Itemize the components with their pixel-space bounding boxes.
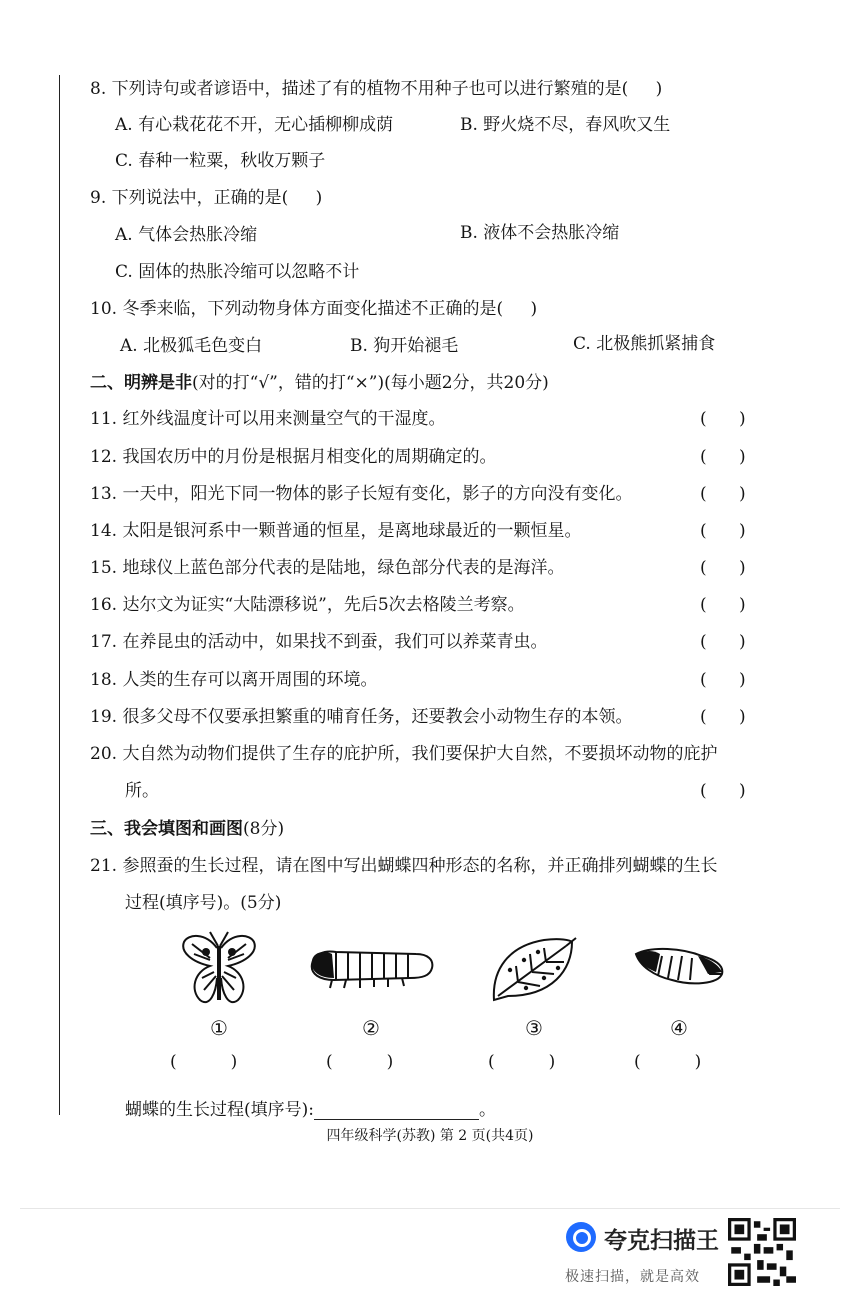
- judgement-18-bracket[interactable]: ( ): [700, 670, 746, 690]
- figure-4-number: ④: [670, 1016, 688, 1040]
- figure-1-number: ①: [210, 1016, 228, 1040]
- judgement-11: 11. 红外线温度计可以用来测量空气的干湿度。: [90, 409, 446, 429]
- judgement-12: 12. 我国农历中的月份是根据月相变化的周期确定的。: [90, 447, 497, 467]
- question-9-option-a: A. 气体会热胀冷缩: [115, 225, 258, 245]
- section-2-title: 二、明辨是非: [90, 373, 192, 393]
- section-3-heading: [90, 818, 284, 840]
- figure-2-answer-bracket[interactable]: ( ): [326, 1052, 394, 1072]
- question-9: [90, 187, 322, 209]
- question-8: [90, 78, 662, 100]
- judgement-14: 14. 太阳是银河系中一颗普通的恒星，是离地球最近的一颗恒星。: [90, 521, 582, 541]
- butterfly-icon: [180, 928, 258, 1012]
- process-end-mark: 。: [479, 1100, 496, 1120]
- question-9-stem: 9. 下列说法中，正确的是(: [90, 188, 289, 208]
- question-10-stem: 10. 冬季来临，下列动物身体方面变化描述不正确的是(: [90, 299, 504, 319]
- judgement-15-bracket[interactable]: ( ): [700, 558, 746, 578]
- figure-4-answer-bracket[interactable]: ( ): [634, 1052, 702, 1072]
- question-9-option-b: B. 液体不会热胀冷缩: [460, 223, 620, 243]
- judgement-19: 19. 很多父母不仅要承担繁重的哺育任务，还要教会小动物生存的本领。: [90, 707, 633, 727]
- judgement-15: 15. 地球仪上蓝色部分代表的是陆地，绿色部分代表的是海洋。: [90, 558, 565, 578]
- question-8-option-a: A. 有心栽花花不开，无心插柳柳成荫: [115, 115, 394, 135]
- section-3-title: 三、我会填图和画图: [90, 819, 243, 839]
- judgement-17-bracket[interactable]: ( ): [700, 632, 746, 652]
- process-answer-blank[interactable]: [314, 1103, 479, 1120]
- figure-3-answer-bracket[interactable]: ( ): [488, 1052, 556, 1072]
- question-10-bracket: ): [525, 299, 538, 319]
- qr-code-icon: [728, 1218, 796, 1286]
- process-label: 蝴蝶的生长过程(填序号):: [125, 1100, 314, 1120]
- judgement-12-bracket[interactable]: ( ): [700, 447, 746, 467]
- judgement-20: 20. 大自然为动物们提供了生存的庇护所，我们要保护大自然，不要损坏动物的庇护: [90, 744, 718, 764]
- judgement-19-bracket[interactable]: ( ): [700, 707, 746, 727]
- judgement-13: 13. 一天中，阳光下同一物体的影子长短有变化，影子的方向没有变化。: [90, 484, 633, 504]
- judgement-20-bracket[interactable]: ( ): [700, 781, 746, 801]
- page-footer: 四年级科学(苏教) 第 2 页(共4页): [326, 1128, 534, 1144]
- caterpillar-icon: [306, 942, 436, 992]
- question-8-option-c: C. 春种一粒粟，秋收万颗子: [115, 151, 326, 171]
- watermark-divider: [20, 1208, 840, 1209]
- figure-3-number: ③: [525, 1016, 543, 1040]
- question-8-bracket: ): [650, 79, 663, 99]
- question-10-option-c: C. 北极熊抓紧捕食: [573, 334, 716, 354]
- figure-1-answer-bracket[interactable]: ( ): [170, 1052, 238, 1072]
- scanner-logo-icon: [566, 1222, 596, 1252]
- leaf-eggs-icon: [488, 930, 578, 1004]
- question-9-option-c: C. 固体的热胀冷缩可以忽略不计: [115, 262, 360, 282]
- judgement-14-bracket[interactable]: ( ): [700, 521, 746, 541]
- watermark-subtitle: 极速扫描，就是高效: [565, 1269, 700, 1285]
- question-21-line1: 21. 参照蚕的生长过程，请在图中写出蝴蝶四种形态的名称，并正确排列蝴蝶的生长: [90, 856, 718, 876]
- figure-2-number: ②: [362, 1016, 380, 1040]
- section-2-note: (对的打“√”，错的打“×”)(每小题2分，共20分): [192, 373, 549, 393]
- watermark-title: 夸克扫描王: [604, 1228, 719, 1254]
- pupa-icon: [632, 944, 727, 990]
- section-3-note: (8分): [243, 819, 285, 839]
- butterfly-process-line: [125, 1095, 496, 1120]
- question-8-stem: 8. 下列诗句或者谚语中，描述了有的植物不用种子也可以进行繁殖的是(: [90, 79, 629, 99]
- question-10-option-b: B. 狗开始褪毛: [350, 336, 459, 356]
- judgement-17: 17. 在养昆虫的活动中，如果找不到蚕，我们可以养菜青虫。: [90, 632, 548, 652]
- question-10: [90, 298, 537, 320]
- judgement-13-bracket[interactable]: ( ): [700, 484, 746, 504]
- judgement-16: 16. 达尔文为证实“大陆漂移说”，先后5次去格陵兰考察。: [90, 595, 525, 615]
- question-21-line2: 过程(填序号)。(5分): [125, 893, 282, 913]
- section-2-heading: [90, 372, 549, 394]
- question-10-option-a: A. 北极狐毛色变白: [120, 336, 263, 356]
- question-8-option-b: B. 野火烧不尽，春风吹又生: [460, 115, 671, 135]
- judgement-18: 18. 人类的生存可以离开周围的环境。: [90, 670, 378, 690]
- judgement-11-bracket[interactable]: ( ): [700, 409, 746, 429]
- judgement-20-continuation: 所。: [125, 781, 159, 801]
- question-9-bracket: ): [310, 188, 323, 208]
- left-margin-line: [59, 75, 60, 1115]
- judgement-16-bracket[interactable]: ( ): [700, 595, 746, 615]
